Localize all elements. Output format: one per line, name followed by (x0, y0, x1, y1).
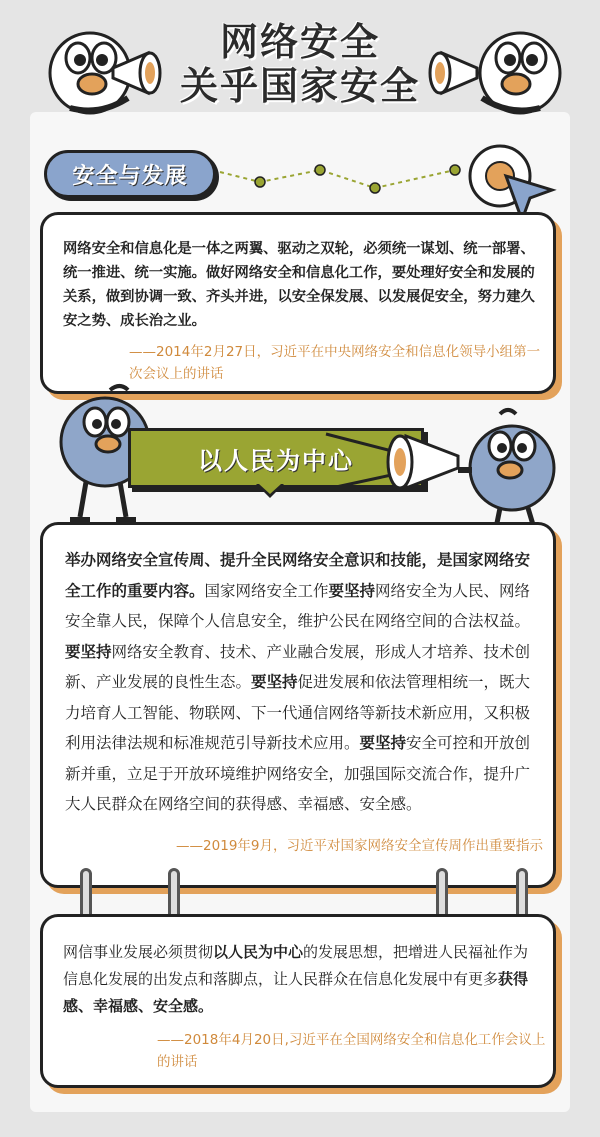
quote-1-text: 网络安全和信息化是一体之两翼、驱动之双轮，必须统一谋划、统一部署、统一推进、统一实施。做好网络安全和信息化工作，要处理好安全和发展的关系，做到协调一致、齐头并进，以安全保发展、以发展促安全，努力建久安之势、成长治之业。 (63, 241, 535, 329)
quote-2-keyword2: 要坚持 (65, 642, 112, 661)
dotted-path-decoration (215, 160, 475, 200)
quote-2-keyword4: 要坚持 (359, 734, 407, 752)
quote-2-keyword3: 要坚持 (251, 673, 298, 691)
quote-card-3 (40, 914, 556, 1088)
mascot-blue-right-icon (450, 408, 560, 538)
title-block (150, 20, 450, 108)
quote-card-2 (40, 522, 556, 888)
quote-2-part2: 网络安全为人民、网络安全靠人民，保障个人信息安全，维护公民在网络空间的合法权益。 (65, 581, 531, 630)
quote-3-part2: 的发展思想，把增进人民福祉作为信息化发展的出发点和落脚点，让人民群众在信息化发展中有更多 (63, 943, 529, 988)
quote-2-source: ——2019年9月，习近平对国家网络安全宣传周作出重要指示 (176, 838, 543, 854)
page-title-line1: 网络安全 (219, 20, 380, 64)
quote-3-bold2: 获得感、幸福感、安全感。 (63, 970, 529, 1015)
section2-label-text: 以人民为中心 (198, 446, 354, 475)
page-title-line2: 关乎国家安全 (179, 64, 420, 108)
banner-pointer-fill (259, 484, 281, 494)
quote-2-part1: 国家网络安全工作 (204, 581, 329, 600)
quote-2-keyword1: 要坚持 (328, 581, 376, 600)
quote-3-bold1: 以人民为中心 (213, 943, 304, 961)
quote-2-text (65, 545, 545, 820)
quote-2-part3: 网络安全教育、技术、产业融合发展，形成人才培养、技术创新、产业发展的良性生态。 (65, 642, 531, 691)
quote-3-text (63, 939, 543, 1020)
section1-label (44, 150, 216, 198)
quote-3-part1: 网信事业发展必须贯彻 (63, 943, 214, 961)
quote-card-1 (40, 212, 556, 394)
quote-2-part4: 促进发展和依法管理相统一，既大力培育人工智能、物联网、下一代通信网络等新技术新应用，又积极利用法律法规和标准规范引导新技术应用。 (65, 673, 531, 752)
section1-label-text: 安全与发展 (72, 163, 188, 189)
quote-2-part5: 安全可控和开放创新并重，立足于开放环境维护网络安全，加强国际交流合作，提升广大人民群众在网络空间的获得感、幸福感、安全感。 (65, 734, 531, 813)
quote-3-source: ——2018年4月20日,习近平在全国网络安全和信息化工作会议上的讲话 (157, 1032, 546, 1070)
quote-2-intro: 举办网络安全宣传周、提升全民网络安全意识和技能，是国家网络安全工作的重要内容。 (65, 551, 531, 600)
quote-1-source: ——2014年2月27日，习近平在中央网络安全和信息化领导小组第一次会议上的讲话 (129, 344, 541, 382)
